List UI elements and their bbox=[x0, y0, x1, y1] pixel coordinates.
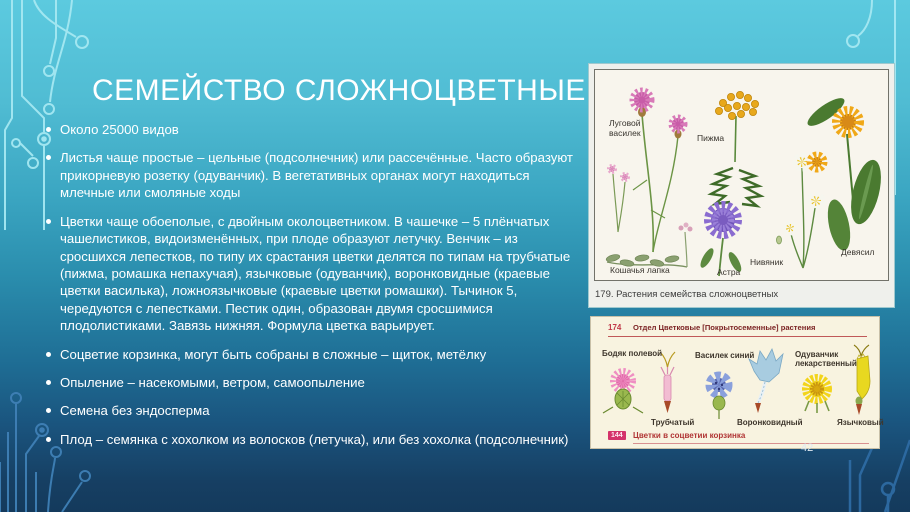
tubular-flower-illustration bbox=[660, 352, 675, 413]
figure-flower-types-page bbox=[590, 316, 884, 449]
label-knapweed: Луговой василек bbox=[609, 118, 641, 138]
bullet-text: Семена без эндосперма bbox=[60, 403, 210, 419]
slide-page-number: 42 bbox=[801, 442, 814, 454]
label-ligulate: Язычковый bbox=[837, 418, 884, 427]
bullet-dot bbox=[46, 155, 51, 160]
bullet-dot bbox=[46, 437, 51, 442]
slide-title: СЕМЕЙСТВО СЛОЖНОЦВЕТНЫЕ bbox=[92, 74, 586, 107]
bullet-text: Около 25000 видов bbox=[60, 122, 179, 137]
bullet-item bbox=[46, 374, 584, 391]
thistle-illustration bbox=[603, 374, 643, 413]
label-oxeye-daisy: Нивяник bbox=[750, 257, 784, 267]
bullet-item bbox=[46, 149, 584, 201]
bullet-dot bbox=[46, 380, 51, 385]
bullet-text: Плод – семянка с хохолком из волосков (летучка), или без хохолка (подсолнечник) bbox=[60, 431, 569, 447]
label-cats-paw: Кошачья лапка bbox=[610, 265, 670, 275]
daisy-illustration bbox=[777, 157, 822, 268]
label-funnel: Воронковидный bbox=[737, 418, 803, 427]
bullet-text: Соцветие корзинка, могут быть собраны в сложные – щиток, метёлку bbox=[60, 346, 487, 362]
bullet-dot bbox=[46, 127, 51, 132]
header-rule bbox=[608, 336, 867, 337]
label-tansy: Пижма bbox=[697, 133, 725, 143]
figure-caption: Цветки в соцветии корзинка bbox=[633, 431, 746, 440]
aster-illustration bbox=[698, 208, 744, 276]
label-elecampane: Девясил bbox=[841, 247, 875, 257]
plate-caption: 179. Растения семейства сложноцветных bbox=[595, 289, 779, 300]
label-tubular: Трубчатый bbox=[651, 418, 695, 427]
small-pink-flowers-illustration bbox=[609, 166, 628, 232]
bullet-dot bbox=[46, 219, 51, 224]
bullet-text: Опыление – насекомыми, ветром, самоопыление bbox=[60, 375, 365, 391]
caption-underline bbox=[633, 443, 869, 444]
figure-asteraceae-plate bbox=[588, 63, 895, 308]
bullet-item bbox=[46, 346, 584, 363]
figure-number-badge: 144 bbox=[608, 431, 626, 440]
label-cornflower: Василек синий bbox=[695, 351, 755, 360]
bullet-list bbox=[46, 121, 584, 448]
textbook-page-number: 174 bbox=[608, 323, 622, 332]
label-thistle: Бодяк полевой bbox=[602, 349, 663, 358]
bullet-item bbox=[46, 431, 584, 448]
bullet-dot bbox=[46, 352, 51, 357]
bullet-dot bbox=[46, 408, 51, 413]
knapweed-illustration bbox=[633, 92, 684, 252]
bullet-item bbox=[46, 402, 584, 419]
bullet-item bbox=[46, 121, 584, 138]
tansy-illustration bbox=[711, 91, 761, 206]
cornflower-illustration bbox=[712, 378, 726, 419]
textbook-header: Отдел Цветковые [Покрытосеменные] растения bbox=[633, 323, 816, 332]
plate-illustration bbox=[594, 69, 889, 281]
elecampane-illustration bbox=[804, 94, 887, 253]
label-dandelion: Одуванчик лекарственный bbox=[795, 350, 857, 369]
dandelion-illustration bbox=[805, 381, 829, 413]
bullet-text: Цветки чаще обоеполые, с двойным околоцветником. В чашечке – 5 плёнчатых чашелистиков, видоизменённых, при плоде образуют летучку. Венчик – из сросшихся лепестков, по типу их срастания цветки делятся по типам на трубчатые (пижма, ромашка непахучая), язычковые (одуванчик), воронковидные (краевые цветки василька), ложноязычковые (краевые цветки ромашки). Тычинок 5, чередуются с лепестками. Пестик один, образован двумя сросшимися плодолистиками. Завязь нижняя. Формула цветка варьирует. bbox=[60, 213, 571, 334]
bullet-item bbox=[46, 213, 584, 335]
label-aster: Астра bbox=[717, 267, 741, 277]
bullet-text: Листья чаще простые – цельные (подсолнечник) или рассечённые. Часто образуют прикорневую розетку (одуванчик). В вегетативных органах могут находиться млечные или смоляные ходы bbox=[60, 150, 573, 201]
